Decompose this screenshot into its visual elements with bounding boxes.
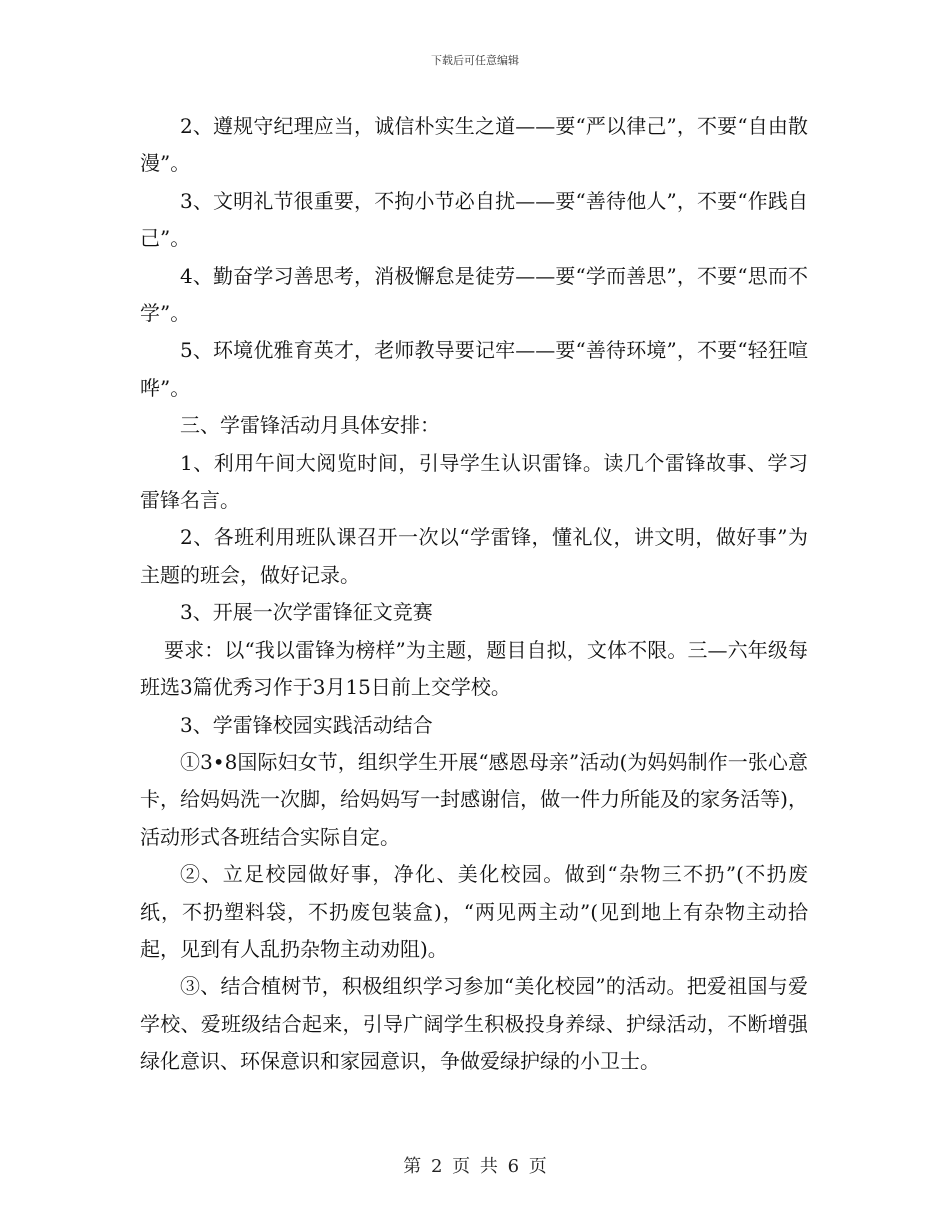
paragraph-rule-2: 2、遵规守纪理应当，诚信朴实生之道——要“严以律己”，不要“自由散漫”。 xyxy=(140,114,808,176)
page-header: 下载后可任意编辑 xyxy=(431,54,519,67)
document-body xyxy=(140,108,808,1081)
paragraph-activity-2: ②、立足校园做好事，净化、美化校园。做到“杂物三不扔”(不扔废纸，不扔塑料袋，不扔废包装盒)，“两见两主动”(见到地上有杂物主动拾起，见到有人乱扔杂物主动劝阻)。 xyxy=(140,862,808,961)
paragraph-plan-3: 3、开展一次学雷锋征文竞赛 xyxy=(180,600,433,625)
paragraph-rule-4: 4、勤奋学习善思考，消极懈怠是徒劳——要“学而善思”，不要“思而不学”。 xyxy=(140,263,808,326)
page-footer: 第 2 页 共 6 页 xyxy=(403,1156,547,1177)
paragraph-activity-1: ①3•8国际妇女节，组织学生开展“感恩母亲”活动(为妈妈制作一张心意卡，给妈妈洗一次脚，给妈妈写一封感谢信，做一件力所能及的家务活等)，活动形式各班结合实际自定。 xyxy=(140,749,808,849)
paragraph-requirement: 要求：以“我以雷锋为榜样”为主题，题目自拟，文体不限。三—六年级每班选3篇优秀习作于3月15日前上交学校。 xyxy=(140,637,808,700)
paragraph-rule-3: 3、文明礼节很重要，不拘小节必自扰——要“善待他人”，不要“作践自己”。 xyxy=(140,188,808,251)
section-heading-3: 三、学雷锋活动月具体安排： xyxy=(180,413,440,438)
paragraph-plan-1: 1、利用午间大阅览时间，引导学生认识雷锋。读几个雷锋故事、学习雷锋名言。 xyxy=(140,450,808,513)
paragraph-activity-3: ③、结合植树节，积极组织学习参加“美化校园”的活动。把爱祖国与爱学校、爱班级结合起来，引导广阔学生积极投身养绿、护绿活动，不断增强绿化意识、环保意识和家园意识，争做爱绿护绿的小卫士。 xyxy=(140,974,808,1074)
paragraph-rule-5: 5、环境优雅育英才，老师教导要记牢——要“善待环境”，不要“轻狂喧哗”。 xyxy=(140,338,808,400)
paragraph-plan-2: 2、各班利用班队课召开一次以“学雷锋，懂礼仪，讲文明，做好事”为主题的班会，做好记录。 xyxy=(140,525,808,587)
paragraph-plan-4: 3、学雷锋校园实践活动结合 xyxy=(180,712,433,737)
